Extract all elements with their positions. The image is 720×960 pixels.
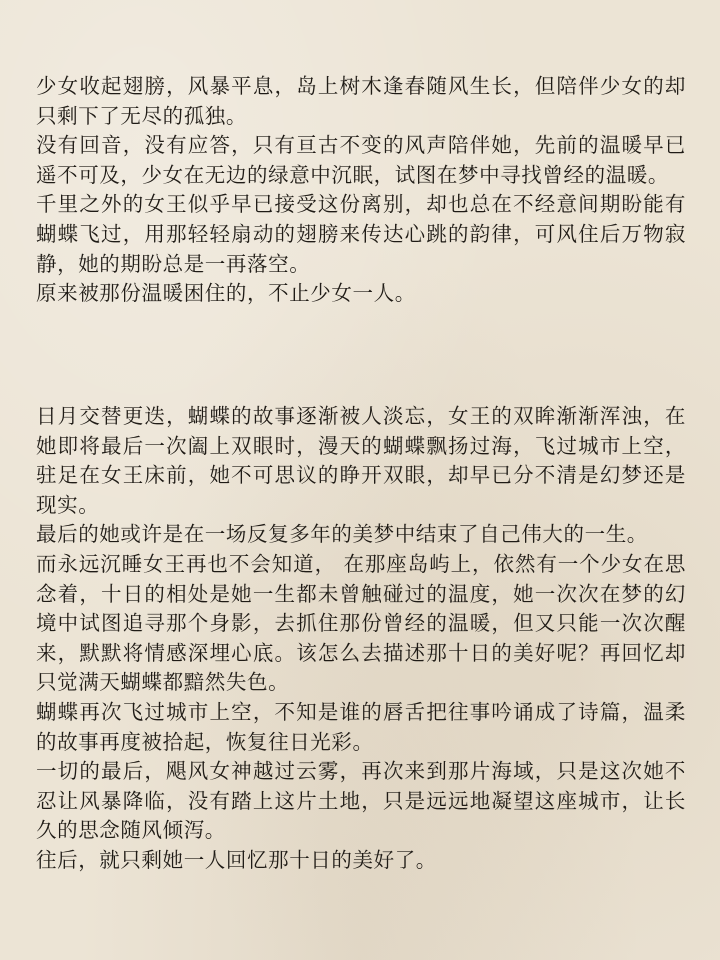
paragraph: 千里之外的女王似乎早已接受这份离别，却也总在不经意间期盼能有蝴蝶飞过，用那轻轻扇动的翅膀来传达心跳的韵律，可风住后万物寂静，她的期盼总是一再落空。	[36, 192, 686, 276]
paragraph: 原来被那份温暖困住的，不止少女一人。	[36, 281, 416, 306]
paragraph: 没有回音，没有应答，只有亘古不变的风声陪伴她，先前的温暖早已遥不可及，少女在无边的绿意中沉眠，试图在梦中寻找曾经的温暖。	[36, 133, 686, 187]
paragraph: 最后的她或许是在一场反复多年的美梦中结束了自己伟大的一生。	[36, 522, 648, 547]
story-section-2	[36, 402, 686, 876]
paragraph: 日月交替更迭，蝴蝶的故事逐渐被人淡忘，女王的双眸渐渐浑浊，在她即将最后一次阖上双眼时，漫天的蝴蝶飘扬过海，飞过城市上空，驻足在女王床前，她不可思议的睁开双眼，却早已分不清是幻梦还是现实。	[36, 404, 686, 517]
paragraph: 而永远沉睡女王再也不会知道， 在那座岛屿上，依然有一个少女在思念着，十日的相处是她一生都未曾触碰过的温度，她一次次在梦的幻境中试图追寻那个身影，去抓住那份曾经的温暖，但又只能一次次醒来，默默将情感深埋心底。该怎么去描述那十日的美好呢？再回忆却只觉满天蝴蝶都黯然失色。	[36, 551, 686, 695]
paragraph: 一切的最后，飓风女神越过云雾，再次来到那片海域，只是这次她不忍让风暴降临，没有踏上这片土地，只是远远地凝望这座城市，让长久的思念随风倾泻。	[36, 759, 686, 843]
paragraph: 往后，就只剩她一人回忆那十日的美好了。	[36, 847, 437, 872]
paragraph: 少女收起翅膀，风暴平息，岛上树木逢春随风生长，但陪伴少女的却只剩下了无尽的孤独。	[36, 74, 686, 128]
paragraph: 蝴蝶再次飞过城市上空，不知是谁的唇舌把往事吟诵成了诗篇，温柔的故事再度被拾起，恢复往日光彩。	[36, 699, 686, 754]
story-section-1	[36, 72, 686, 309]
